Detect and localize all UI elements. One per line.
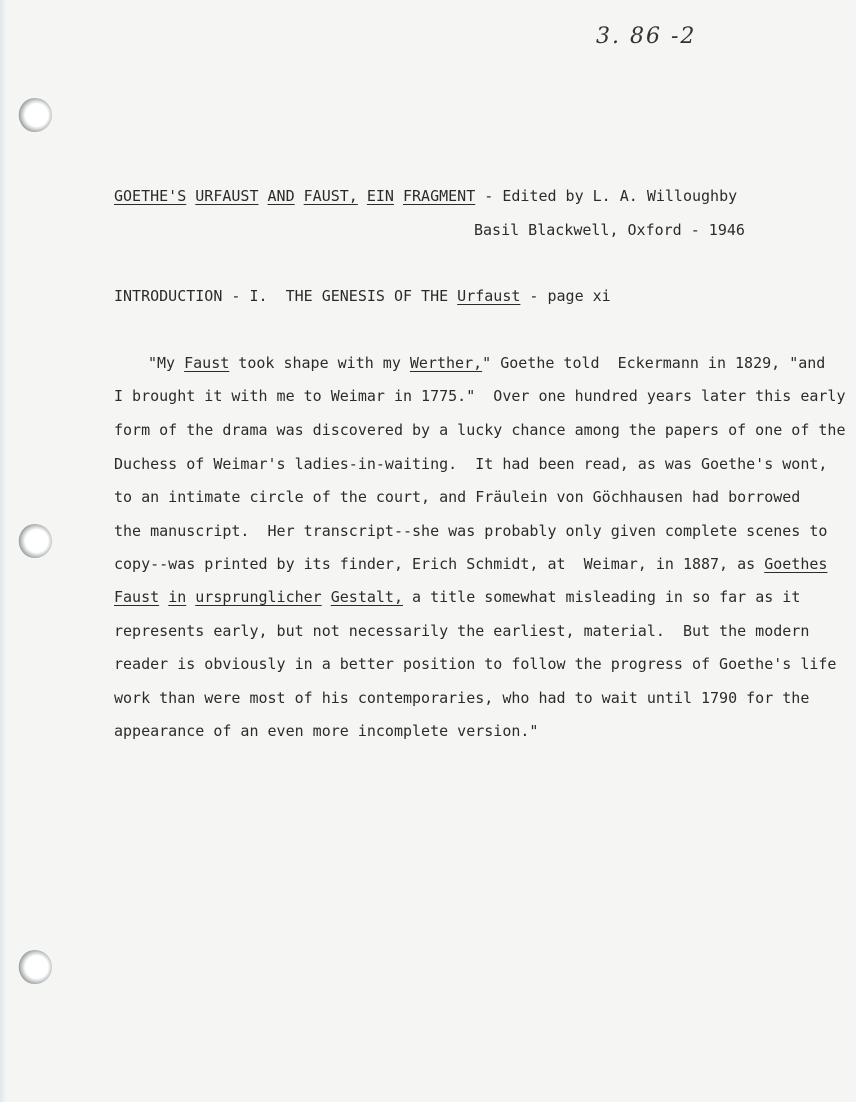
paragraph-line-9: represents early, but not necessarily the earliest, material. But the modern	[114, 622, 810, 640]
book-title: in	[168, 588, 187, 606]
text-run: "My	[148, 354, 185, 372]
punch-hole-top	[18, 98, 52, 132]
paragraph-line-10: reader is obviously in a better position to follow the progress of Goethe's life	[114, 655, 837, 673]
book-title: Werther,	[409, 354, 483, 372]
paragraph-line-7	[114, 554, 827, 574]
title-word: EIN	[366, 187, 394, 205]
paragraph-line-8	[114, 587, 800, 607]
book-title: ursprunglicher	[195, 588, 322, 606]
paragraph-line-12: appearance of an even more incomplete version."	[114, 722, 539, 740]
paragraph-line-4: Duchess of Weimar's ladies-in-waiting. It had been read, as was Goethe's wont,	[114, 455, 828, 473]
paragraph-line-1	[148, 353, 825, 373]
paragraph-line-11: work than were most of his contemporaries, who had to wait until 1790 for the	[114, 689, 810, 707]
section-suffix: - page xi	[529, 287, 611, 305]
page-edge	[0, 0, 6, 1102]
book-title: Faust	[184, 354, 230, 372]
punch-hole-middle	[18, 524, 52, 558]
section-italic-title: Urfaust	[457, 287, 521, 305]
title-word: GOETHE'S	[114, 187, 187, 205]
title-word: AND	[267, 187, 295, 205]
paragraph-line-3: form of the drama was discovered by a lucky chance among the papers of one of the	[114, 421, 846, 439]
title-word: FRAGMENT	[403, 187, 476, 205]
editor-credit: - Edited by L. A. Willoughby	[484, 187, 738, 205]
text-run: " Goethe told Eckermann in 1829, "and	[482, 354, 826, 372]
paragraph-line-5: to an intimate circle of the court, and Fräulein von Göchhausen had borrowed	[114, 488, 801, 506]
book-title: Gestalt,	[330, 588, 403, 606]
paragraph-line-6: the manuscript. Her transcript--she was probably only given complete scenes to	[114, 522, 828, 540]
title-word: FAUST,	[303, 187, 358, 205]
text-run: copy--was printed by its finder, Erich Schmidt, at Weimar, in 1887, as	[114, 555, 765, 573]
text-run: a title somewhat misleading in so far as it	[403, 588, 801, 606]
citation-line	[114, 186, 737, 206]
section-heading	[114, 286, 611, 306]
punch-hole-bottom	[18, 950, 52, 984]
publisher-line: Basil Blackwell, Oxford - 1946	[474, 221, 745, 239]
handwritten-note: 3. 86 -2	[596, 24, 697, 49]
text-run: took shape with my	[229, 354, 410, 372]
paragraph-line-2: I brought it with me to Weimar in 1775." Over one hundred years later this early	[114, 387, 846, 405]
book-title: Faust	[114, 588, 160, 606]
book-title: Goethes	[764, 555, 828, 573]
title-word: URFAUST	[195, 187, 259, 205]
section-prefix: INTRODUCTION - I. THE GENESIS OF THE	[114, 287, 449, 305]
